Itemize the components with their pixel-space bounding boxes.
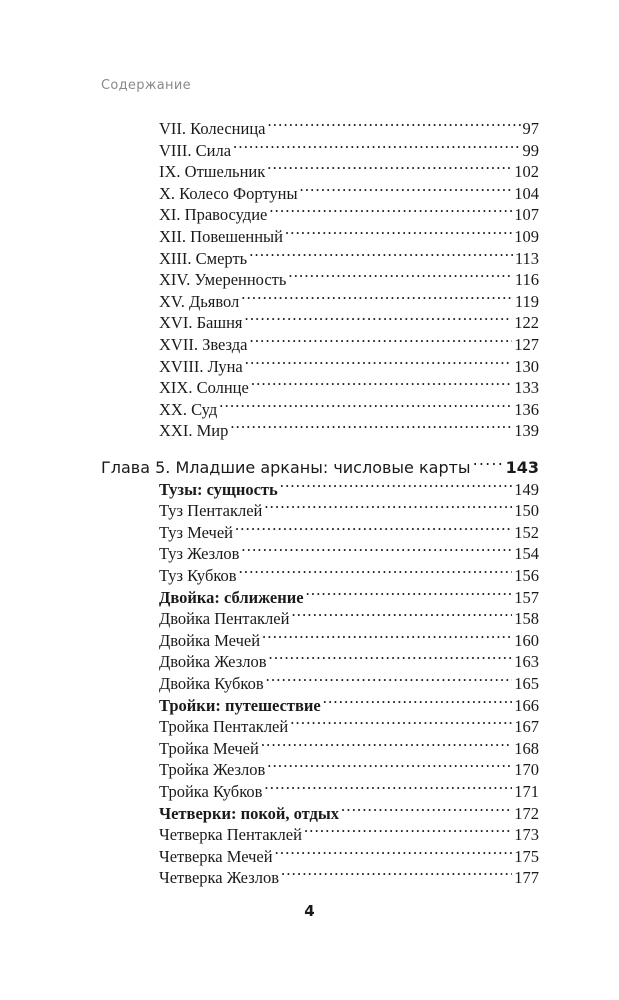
entry-title: Тройка Жезлов	[159, 760, 266, 780]
entry-page-number: 130	[514, 356, 539, 376]
entry-page-number: 97	[522, 119, 539, 138]
entry-page-number: 104	[514, 183, 539, 203]
page-number: 4	[304, 902, 315, 920]
entry-title: Туз Мечей	[159, 522, 233, 542]
entry-title: XVIII. Луна	[159, 356, 243, 376]
entry-page-number: 170	[514, 760, 539, 780]
entry-title: VIII. Сила	[159, 140, 232, 160]
entry-title: Тузы: сущность	[159, 479, 278, 499]
entry-title: XX. Суд	[159, 399, 218, 419]
leader-dots	[262, 625, 512, 646]
entry-title: IX. Отшельник	[159, 162, 266, 182]
leader-dots	[323, 690, 512, 711]
entry-page-number: 157	[514, 587, 539, 607]
leader-dots	[275, 841, 513, 862]
entry-title: Туз Жезлов	[159, 544, 240, 564]
entry-title: Туз Пентаклей	[159, 501, 263, 521]
leader-dots	[473, 452, 504, 473]
chapter-title: Глава 5. Младшие арканы: числовые карты	[101, 458, 471, 477]
leader-dots	[261, 733, 512, 754]
leader-dots	[233, 135, 520, 156]
entry-title: XXI. Мир	[159, 421, 229, 441]
entry-page-number: 99	[522, 140, 539, 160]
entry-page-number: 149	[514, 479, 539, 499]
entry-page-number: 150	[514, 501, 539, 521]
entry-page-number: 109	[514, 227, 539, 246]
entry-page-number: 107	[514, 205, 539, 225]
entry-page-number: 175	[514, 846, 539, 866]
entry-page-number: 173	[514, 825, 539, 845]
leader-dots	[269, 199, 512, 220]
entry-title: Четверка Мечей	[159, 846, 273, 866]
entry-title: Двойка Кубков	[159, 673, 264, 693]
entry-page-number: 165	[514, 673, 539, 693]
leader-dots	[288, 264, 512, 285]
entry-page-number: 127	[514, 335, 539, 354]
leader-dots	[245, 351, 513, 372]
running-head: Содержание	[101, 78, 191, 93]
entry-page-number: 154	[514, 544, 539, 564]
leader-dots	[290, 711, 512, 732]
entry-title: XIX. Солнце	[159, 378, 249, 398]
chapter-page-number: 143	[505, 458, 539, 477]
leader-dots	[250, 329, 513, 350]
entry-page-number: 156	[514, 565, 539, 585]
leader-dots	[264, 495, 512, 516]
entry-title: XIV. Умеренность	[159, 270, 287, 290]
entry-title: Туз Кубков	[159, 565, 237, 585]
leader-dots	[267, 156, 512, 177]
leader-dots	[304, 819, 512, 840]
entry-title: Двойка Жезлов	[159, 652, 267, 672]
leader-dots	[251, 372, 512, 393]
leader-dots	[285, 221, 512, 242]
leader-dots	[230, 415, 512, 436]
leader-dots	[235, 517, 512, 538]
entry-page-number: 136	[514, 399, 539, 419]
leader-dots	[241, 538, 512, 559]
entry-page-number: 116	[514, 270, 539, 290]
leader-dots	[267, 754, 512, 775]
entry-title: Двойка Пентаклей	[159, 609, 290, 629]
entry-title: XVI. Башня	[159, 313, 243, 333]
entry-title: Четверка Жезлов	[159, 868, 280, 888]
leader-dots	[300, 178, 513, 199]
leader-dots	[306, 582, 513, 603]
entry-title: Тройка Кубков	[159, 781, 263, 801]
entry-page-number: 102	[514, 162, 539, 182]
entry-page-number: 113	[514, 248, 539, 268]
entry-page-number: 133	[514, 378, 539, 398]
entry-title: Тройка Мечей	[159, 738, 259, 758]
entry-page-number: 163	[514, 652, 539, 672]
entry-title: XIII. Смерть	[159, 248, 248, 268]
toc-entry[interactable]	[159, 415, 539, 441]
leader-dots	[266, 668, 513, 689]
entry-title: Тройки: путешествие	[159, 695, 321, 715]
entry-page-number: 172	[514, 803, 539, 823]
leader-dots	[291, 603, 512, 624]
entry-title: Двойка: сближение	[159, 587, 304, 607]
entry-page-number: 139	[514, 421, 539, 441]
entry-page-number: 158	[514, 609, 539, 629]
leader-dots	[239, 560, 513, 581]
entry-title: XVII. Звезда	[159, 335, 248, 354]
entry-page-number: 171	[514, 781, 539, 801]
entry-page-number: 177	[514, 868, 539, 888]
leader-dots	[281, 862, 512, 883]
entry-title: Двойка Мечей	[159, 630, 261, 650]
entry-page-number: 167	[514, 717, 539, 737]
leader-dots	[245, 307, 513, 328]
entry-page-number: 168	[514, 738, 539, 758]
entry-title: VII. Колесница	[159, 119, 266, 138]
entry-page-number: 119	[514, 291, 539, 311]
entry-page-number: 166	[514, 695, 539, 715]
leader-dots	[264, 776, 512, 797]
entry-title: XII. Повешенный	[159, 227, 283, 246]
entry-title: Четверки: покой, отдых	[159, 803, 340, 823]
leader-dots	[241, 286, 513, 307]
entry-title: Тройка Пентаклей	[159, 717, 289, 737]
leader-dots	[249, 243, 513, 264]
entry-page-number: 152	[514, 522, 539, 542]
entry-title: X. Колесо Фортуны	[159, 183, 298, 203]
entry-title: Четверка Пентаклей	[159, 825, 302, 845]
leader-dots	[341, 798, 512, 819]
entry-page-number: 122	[514, 313, 539, 333]
leader-dots	[267, 113, 520, 134]
leader-dots	[280, 474, 512, 495]
entry-title: XV. Дьявол	[159, 291, 240, 311]
toc-entry[interactable]	[159, 862, 539, 888]
entry-page-number: 160	[514, 630, 539, 650]
entry-title: XI. Правосудие	[159, 205, 268, 225]
leader-dots	[269, 646, 513, 667]
leader-dots	[219, 394, 512, 415]
